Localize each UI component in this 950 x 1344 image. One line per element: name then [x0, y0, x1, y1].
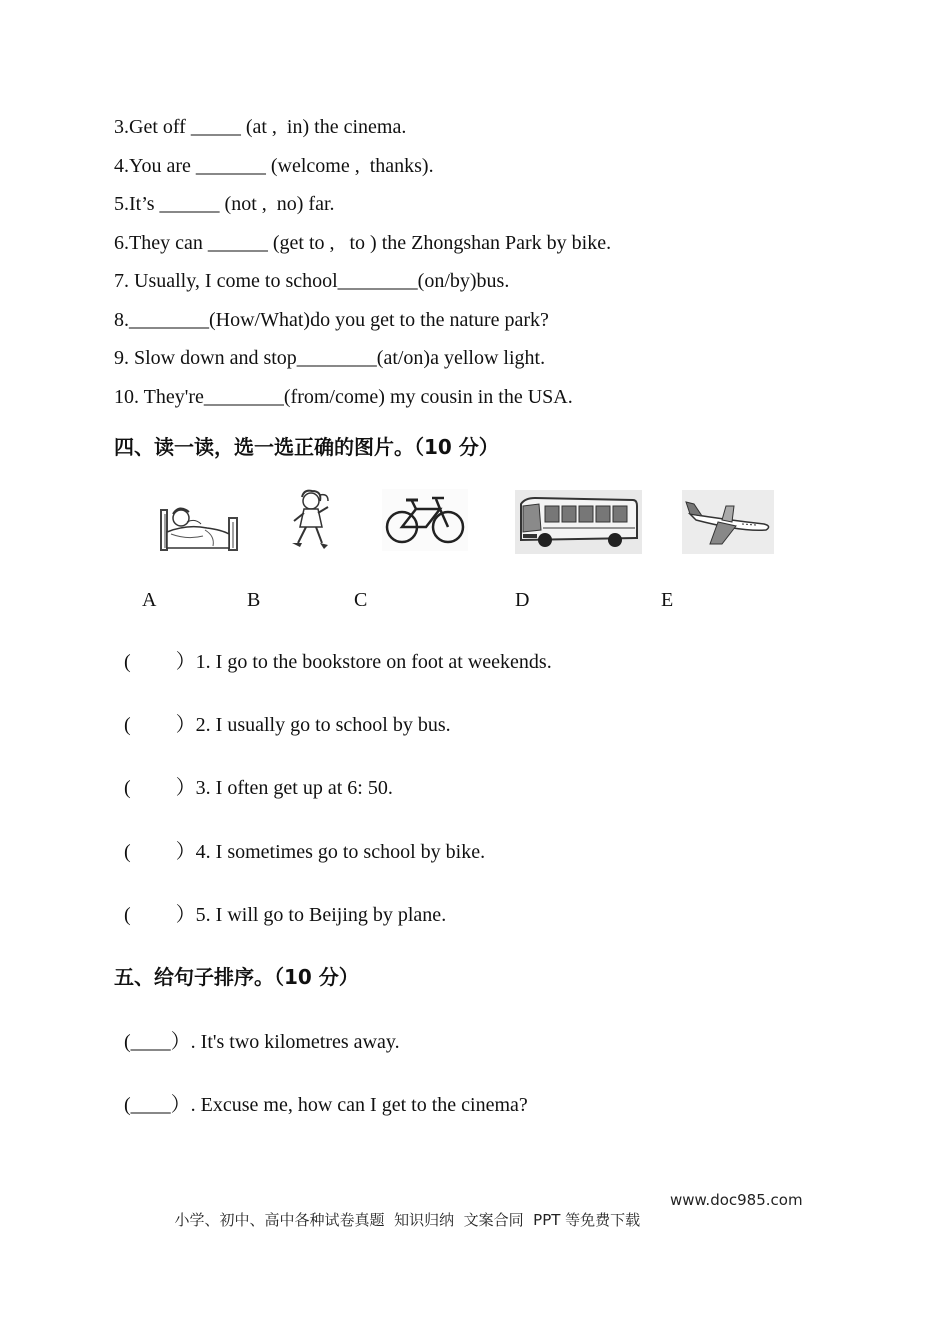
section-5-item-1: (____）. It's two kilometres away. — [124, 1031, 400, 1053]
section-4-item-4: ( ）4. I sometimes go to school by bike. — [124, 841, 486, 863]
exercise-line-3: 3.Get off _____ (at , in) the cinema. — [114, 116, 407, 138]
exercise-line-8: 8.________(How/What)do you get to the nature park? — [114, 309, 549, 331]
section-5-item-2: (____）. Excuse me, how can I get to the cinema? — [124, 1094, 528, 1116]
footer-text: 小学、初中、高中各种试卷真题 知识归纳 文案合同 PPT 等免费下载 — [174, 1211, 641, 1229]
exercise-line-6: 6.They can ______ (get to , to ) the Zhongshan Park by bike. — [114, 232, 612, 254]
exercise-line-10: 10. They're________(from/come) my cousin in the USA. — [114, 386, 573, 408]
picture-label-b: B — [247, 589, 261, 611]
picture-label-e: E — [661, 589, 674, 611]
section-5-heading: 五、给句子排序。（10 分） — [114, 965, 359, 989]
exercise-line-5: 5.It’s ______ (not , no) far. — [114, 193, 335, 215]
section-4-item-2: ( ）2. I usually go to school by bus. — [124, 714, 451, 736]
exercise-line-9: 9. Slow down and stop________(at/on)a yellow light. — [114, 347, 546, 369]
bicycle-icon — [382, 489, 468, 551]
picture-label-a: A — [142, 589, 157, 611]
section-4-item-1: ( ）1. I go to the bookstore on foot at weekends. — [124, 651, 552, 673]
footer-url: www.doc985.com — [670, 1191, 803, 1209]
picture-label-c: C — [354, 589, 368, 611]
exercise-line-4: 4.You are _______ (welcome , thanks). — [114, 155, 434, 177]
section-4-heading: 四、读一读，选一选正确的图片。（10 分） — [114, 435, 499, 459]
picture-label-d: D — [515, 589, 530, 611]
section-4-item-5: ( ）5. I will go to Beijing by plane. — [124, 904, 447, 926]
section-4-item-3: ( ）3. I often get up at 6: 50. — [124, 777, 393, 799]
sleeping-in-bed-icon — [157, 492, 243, 554]
page-footer — [165, 1190, 803, 1250]
exercise-line-7: 7. Usually, I come to school________(on/by)bus. — [114, 270, 510, 292]
walking-girl-icon — [282, 487, 340, 553]
bus-icon — [515, 490, 642, 554]
airplane-icon — [682, 490, 774, 554]
